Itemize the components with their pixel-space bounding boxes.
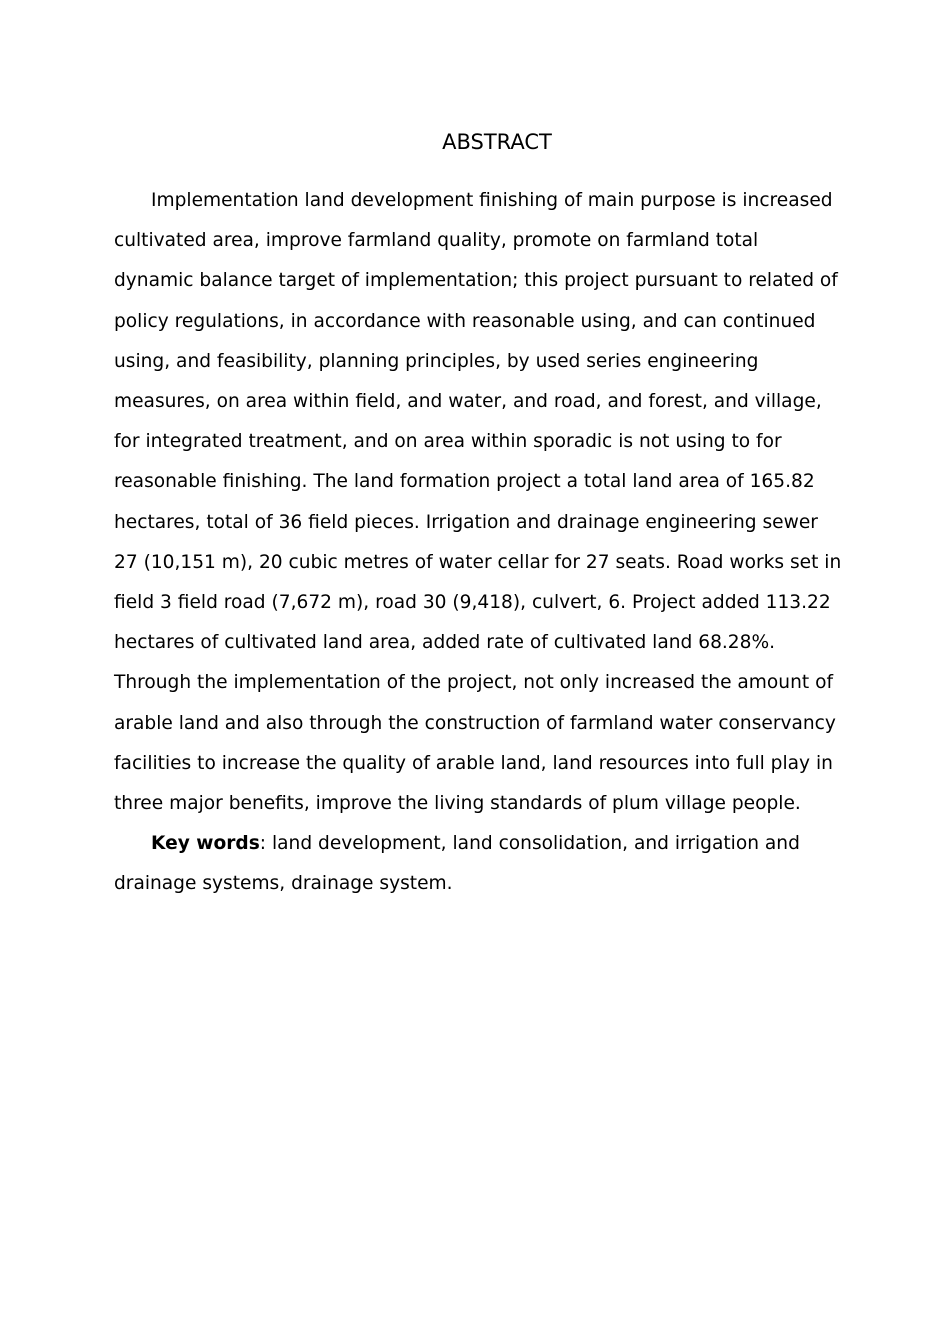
abstract-paragraph: Implementation land development finishing of main purpose is increased cultivated area, improve farmland quality, promote on farmland total dynamic balance target of implementation; this project pursuant to related of policy regulations, in accordance with reasonable using, and can continued using, and feasibility, planning principles, by used series engineering measures, on area within field, and water, and road, and forest, and village, for integrated treatment, and on area within sporadic is not using to for reasonable finishing. The land formation project a total land area of 165.82 hectares, total of 36 field pieces. Irrigation and drainage engineering sewer 27 (10,151 m), 20 cubic metres of water cellar for 27 seats. Road works set in field 3 field road (7,672 m), road 30 (9,418), culvert, 6. Project added 113.22 hectares of cultivated land area, added rate of cultivated land 68.28%. Through the implementation of the project, not only increased the amount of arable land and also through the construction of farmland water conservancy facilities to increase the quality of arable land, land resources into full play in three major benefits, improve the living standards of plum village people. <box>114 190 842 815</box>
abstract-body <box>114 181 842 905</box>
keywords-label: Key words <box>151 833 260 855</box>
abstract-title: ABSTRACT <box>442 130 552 154</box>
keywords-paragraph <box>114 824 842 904</box>
keywords-list: : land development, land consolidation, and irrigation and drainage systems, drainage system. <box>114 833 800 895</box>
